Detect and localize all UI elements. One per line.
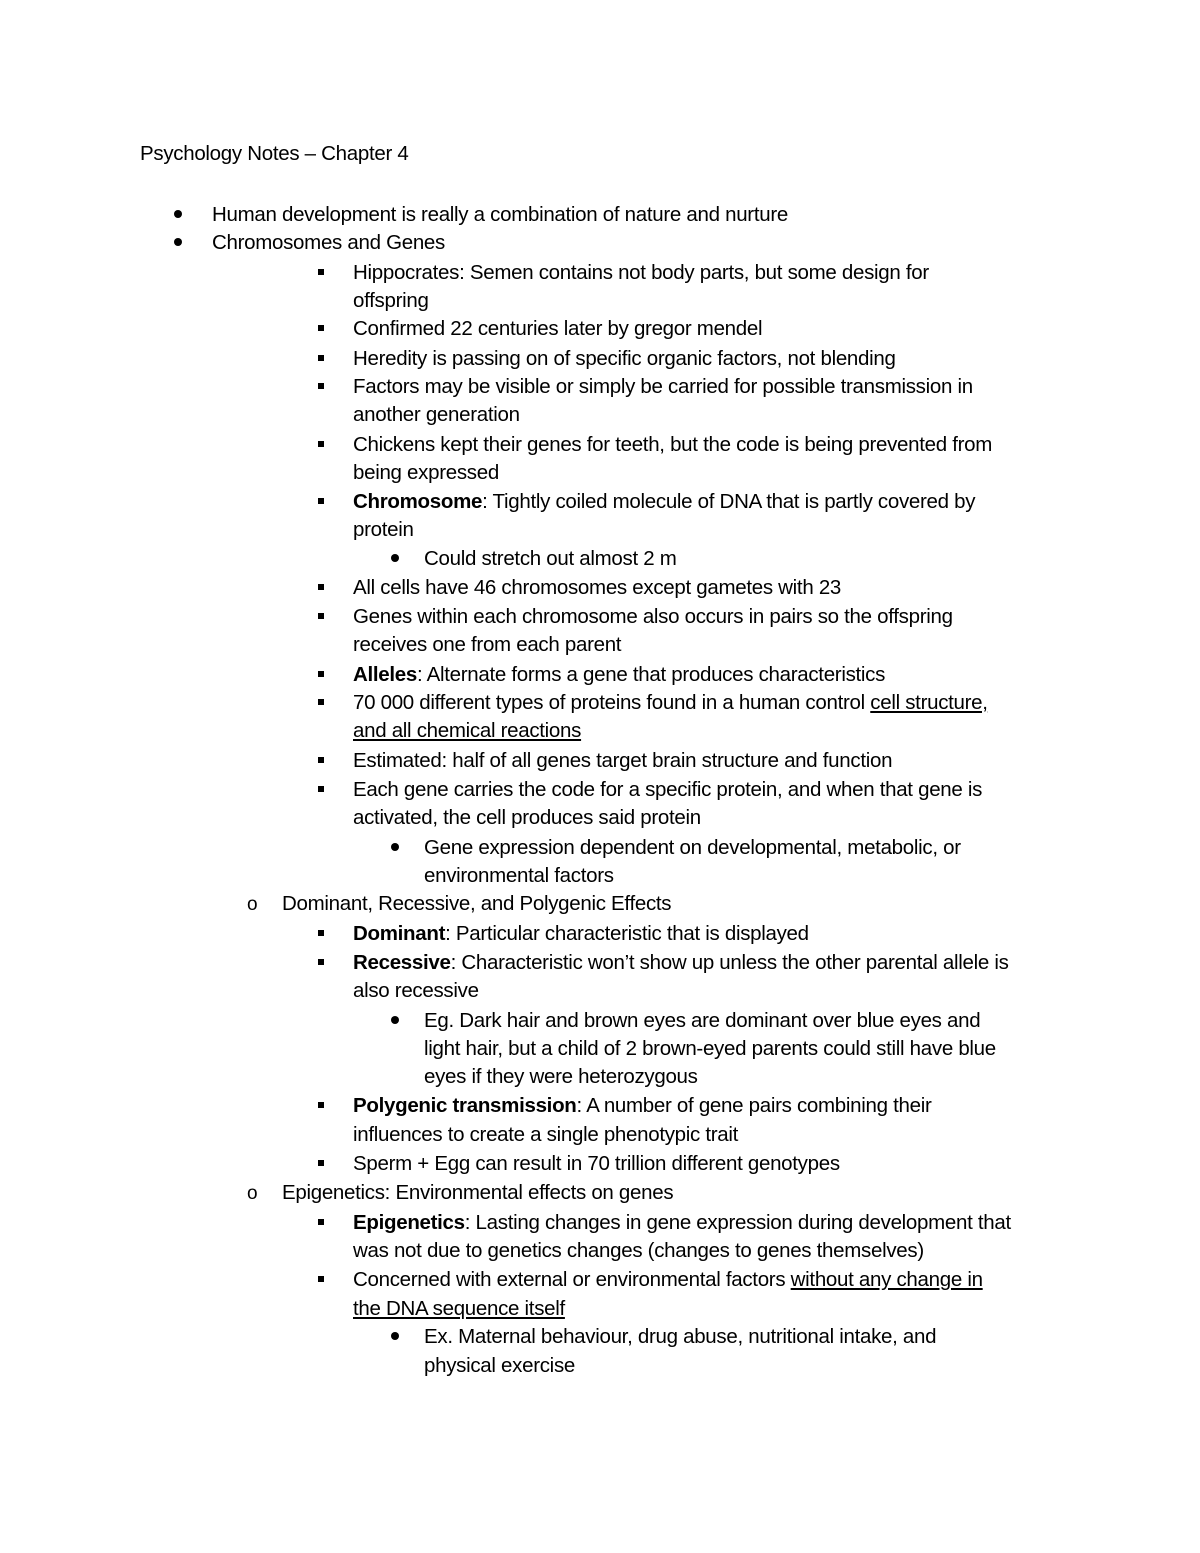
list-item: Confirmed 22 centuries later by gregor mendel (353, 317, 763, 340)
bullet-dot (174, 228, 182, 257)
bullet-square (318, 258, 324, 287)
bullet-square (318, 919, 324, 948)
list-item: Sperm + Egg can result in 70 trillion different genotypes (353, 1152, 840, 1175)
list-item-continuation: eyes if they were heterozygous (424, 1065, 698, 1088)
list-item: Heredity is passing on of specific organic factors, not blending (353, 347, 896, 370)
bullet-square (318, 372, 324, 401)
list-item-continuation: protein (353, 518, 414, 541)
term-alleles: Alleles (353, 663, 417, 686)
term-epigenetics: Epigenetics (353, 1211, 465, 1234)
list-item: All cells have 46 chromosomes except gametes with 23 (353, 576, 842, 599)
list-item (353, 919, 809, 948)
definition-text: : Particular characteristic that is displayed (445, 922, 809, 945)
underlined-text: cell structure, (870, 691, 988, 714)
bullet-square (318, 1265, 324, 1294)
list-item: Estimated: half of all genes target brain structure and function (353, 749, 893, 772)
list-item: Could stretch out almost 2 m (424, 547, 677, 570)
bullet-circle: o (247, 1183, 258, 1204)
list-item-continuation: being expressed (353, 461, 499, 484)
underlined-text: without any change in (790, 1268, 983, 1291)
list-item: Hippocrates: Semen contains not body parts, but some design for (353, 261, 929, 284)
definition-text: : A number of gene pairs combining their (576, 1094, 932, 1117)
bullet-square (318, 948, 324, 977)
list-item-continuation: another generation (353, 403, 520, 426)
definition-text: : Tightly coiled molecule of DNA that is partly covered by (482, 490, 976, 513)
bullet-square (318, 430, 324, 459)
bullet-square (318, 344, 324, 373)
term-polygenic-transmission: Polygenic transmission (353, 1094, 577, 1117)
list-item: Genes within each chromosome also occurs in pairs so the offspring (353, 605, 953, 628)
list-item: Factors may be visible or simply be carried for possible transmission in (353, 375, 973, 398)
list-item (353, 1265, 983, 1294)
list-item (353, 1208, 1011, 1237)
list-item-text: 70 000 different types of proteins found in a human control (353, 691, 871, 714)
list-item-continuation: physical exercise (424, 1354, 575, 1377)
list-item (353, 1091, 931, 1120)
list-item-continuation: receives one from each parent (353, 633, 622, 656)
bullet-dot (391, 1322, 399, 1351)
list-item (353, 948, 1009, 977)
term-recessive: Recessive (353, 951, 451, 974)
list-item: Gene expression dependent on developmental, metabolic, or (424, 836, 961, 859)
list-item-continuation (353, 716, 581, 745)
list-item: Chromosomes and Genes (212, 231, 445, 254)
bullet-dot (174, 200, 182, 229)
list-item-continuation: also recessive (353, 979, 479, 1002)
definition-text: : Lasting changes in gene expression during development that (464, 1211, 1011, 1234)
bullet-dot (391, 1006, 399, 1035)
underlined-text: and all chemical reactions (353, 719, 582, 742)
bullet-square (318, 1149, 324, 1178)
bullet-square (318, 573, 324, 602)
bullet-square (318, 660, 324, 689)
bullet-square (318, 746, 324, 775)
underlined-text: the DNA sequence itself (353, 1297, 565, 1320)
list-item: Dominant, Recessive, and Polygenic Effects (282, 892, 672, 915)
list-item: Ex. Maternal behaviour, drug abuse, nutritional intake, and (424, 1325, 937, 1348)
list-item-continuation: offspring (353, 289, 429, 312)
bullet-square (318, 775, 324, 804)
list-item-continuation: light hair, but a child of 2 brown-eyed parents could still have blue (424, 1037, 996, 1060)
bullet-square (318, 1208, 324, 1237)
bullet-square (318, 487, 324, 516)
bullet-square (318, 602, 324, 631)
bullet-square (318, 314, 324, 343)
definition-text: : Alternate forms a gene that produces characteristics (417, 663, 886, 686)
list-item (353, 487, 975, 516)
list-item-continuation (353, 1294, 565, 1323)
list-item-continuation: influences to create a single phenotypic trait (353, 1123, 739, 1146)
bullet-square (318, 1091, 324, 1120)
list-item: Each gene carries the code for a specific protein, and when that gene is (353, 778, 983, 801)
bullet-square (318, 688, 324, 717)
list-item-continuation: environmental factors (424, 864, 614, 887)
bullet-dot (391, 833, 399, 862)
bullet-dot (391, 544, 399, 573)
list-item: Eg. Dark hair and brown eyes are dominant over blue eyes and (424, 1009, 981, 1032)
list-item-continuation: activated, the cell produces said protein (353, 806, 701, 829)
list-item (353, 660, 885, 689)
list-item (353, 688, 988, 717)
list-item-continuation: was not due to genetics changes (changes to genes themselves) (353, 1239, 924, 1262)
page-title: Psychology Notes – Chapter 4 (140, 142, 409, 165)
list-item: Chickens kept their genes for teeth, but the code is being prevented from (353, 433, 993, 456)
term-dominant: Dominant (353, 922, 446, 945)
list-item: Human development is really a combination of nature and nurture (212, 203, 788, 226)
bullet-circle: o (247, 894, 258, 915)
list-item-text: Concerned with external or environmental factors (353, 1268, 791, 1291)
term-chromosome: Chromosome (353, 490, 483, 513)
definition-text: : Characteristic won’t show up unless the other parental allele is (450, 951, 1009, 974)
list-item: Epigenetics: Environmental effects on genes (282, 1181, 674, 1204)
